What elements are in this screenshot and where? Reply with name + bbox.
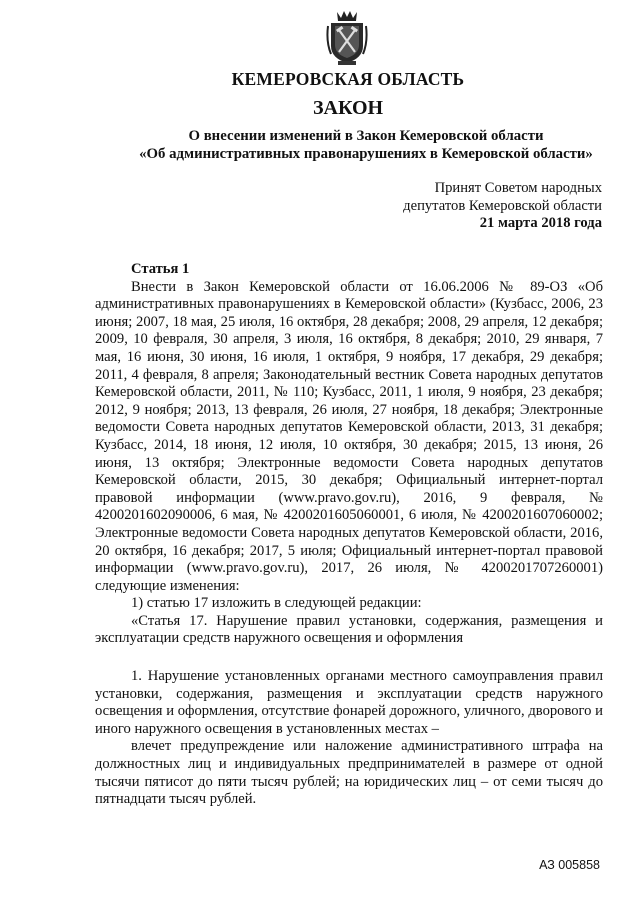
adoption-line-1: Принят Советом народных: [434, 180, 602, 196]
law-subject: [96, 127, 636, 163]
new-article-title: «Статья 17. Нарушение правил установки, содержания, размещения и эксплуатации средств наружного освещения и оформления: [95, 612, 603, 647]
subject-line-2: «Об административных правонарушениях в Кемеровской области»: [139, 146, 593, 162]
law-body: [95, 261, 603, 809]
region-heading: КЕМЕРОВСКАЯ ОБЛАСТЬ: [231, 69, 465, 89]
article-heading: Статья 1: [131, 261, 190, 277]
adoption-date: 21 марта 2018 года: [479, 215, 602, 232]
article-part-1: 1. Нарушение установленных органами местного самоуправления правил установки, содержания, размещения и эксплуатации средств наружного освещения и оформления, отсутствие фонарей дорожного, уличного, дворового и иного наружного освещения в установленных местах –: [95, 668, 603, 737]
form-serial-number: АЗ 005858: [539, 858, 600, 872]
subject-line-1: О внесении изменений в Закон Кемеровской области: [188, 128, 544, 144]
coat-of-arms-icon: [325, 8, 369, 66]
penalty-paragraph: влечет предупреждение или наложение административного штрафа на должностных лиц и индивидуальных предпринимателей в размере от одной тысячи пятисот до пяти тысяч рублей; на юридических лиц – от семи тысяч до пятнадцати тысяч рублей.: [95, 738, 603, 808]
amendment-item-1: 1) статью 17 изложить в следующей редакции:: [131, 595, 422, 612]
article-intro-paragraph: Внести в Закон Кемеровской области от 16.06.2006 № 89-ОЗ «Об административных правонарушениях в Кемеровской области» (Кузбасс, 2006, 23 июня; 2007, 18 мая, 25 июля, 16 октября, 28 декабря; 2008, 29 апреля, 12 декабря; 2009, 10 февраля, 30 апреля, 3 июля, 16 октября, 8 декабря; 2010, 29 января, 7 мая, 16 июня, 30 июня, 16 июля, 1 октября, 9 ноября, 17 декабря, 29 декабря; 2011, 4 февраля, 8 апреля; Законодательный вестник Совета народных депутатов Кемеровской области, 2011, № 110; Кузбасс, 2011, 1 июля, 9 ноября, 23 декабря; 2012, 9 ноября; 2013, 13 февраля, 26 июля, 27 ноября, 18 декабря; Электронные ведомости Совета народных депутатов Кемеровской области, 2013, 31 декабря; Кузбасс, 2014, 18 июня, 12 июля, 10 октября, 30 декабря; 2015, 13 июня, 26 июня, 13 октября; Электронные ведомости Совета народных депутатов Кемеровской области, 2015, 30 декабря; Официальный интернет-портал правовой информации (www.pravo.gov.ru), 2016, 9 февраля, № 4200201602090006, 6 мая, № 4200201605060001, 6 июля, № 4200201607060002; Электронные ведомости Совета народных депутатов Кемеровской области, 2016, 20 октября, 16 декабря; 2017, 5 июля; Официальный интернет-портал правовой информации (www.pravo.gov.ru), 2017, 26 июля, № 4200201707260001) следующие изменения:: [95, 278, 603, 594]
adoption-line-2: депутатов Кемеровской области: [403, 197, 602, 214]
adoption-block: [403, 180, 602, 233]
law-title: ЗАКОН: [312, 97, 384, 119]
